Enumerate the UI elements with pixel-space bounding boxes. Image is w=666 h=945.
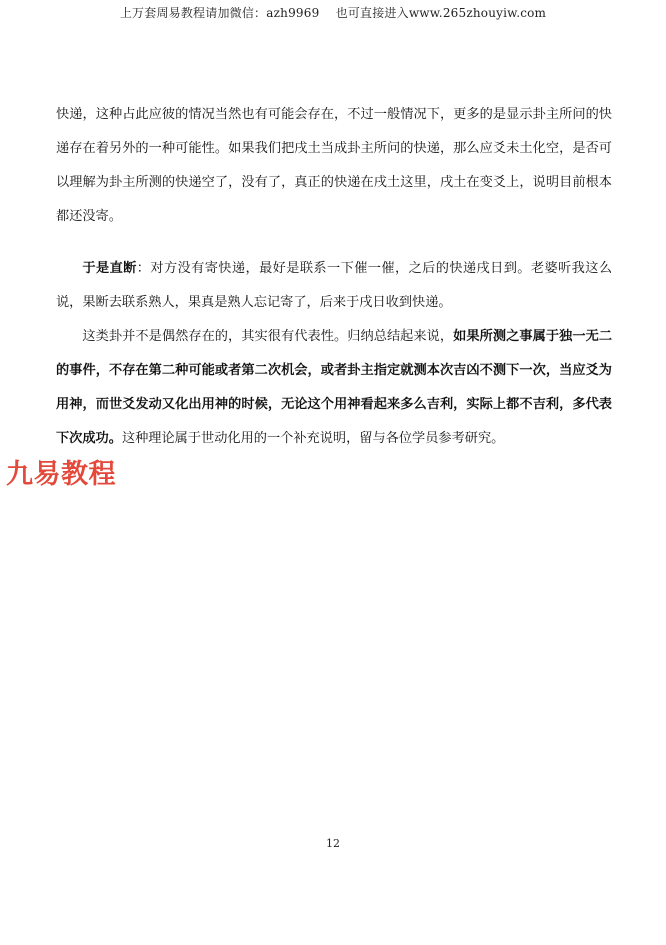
- body-section-1: [56, 98, 612, 234]
- paragraph-3: [56, 320, 612, 456]
- page-number: 12: [326, 837, 340, 850]
- paragraph-2-label: 于是直断: [82, 261, 137, 276]
- paragraph-2: [56, 252, 612, 320]
- paragraph-3-tail: 这种理论属于世动化用的一个补充说明，留与各位学员参考研究。: [121, 431, 505, 446]
- page-header-promo: 上万套周易教程请加微信：azh9969 也可直接进入www.265zhouyiw.com: [119, 6, 547, 20]
- body-section-2: [56, 252, 612, 456]
- paragraph-3-plain: 这类卦并不是偶然存在的，其实很有代表性。归纳总结起来说，: [82, 329, 454, 344]
- watermark-logo: 九易教程: [6, 459, 116, 490]
- paragraph-1: 快递，这种占此应彼的情况当然也有可能会存在，不过一般情况下，更多的是显示卦主所问的快递存在着另外的一种可能性。如果我们把戌土当成卦主所问的快递，那么应爻未土化空，是否可以理解为卦主所测的快递空了，没有了，真正的快递在戌土这里，戌土在变爻上，说明目前根本都还没寄。: [56, 107, 612, 224]
- paragraph-3-bold: 如果所测之事属于独一无二的事件，不存在第二种可能或者第二次机会，或者卦主指定就测本次吉凶不测下一次，当应爻为用神，而世爻发动又化出用神的时候，无论这个用神看起来多么吉利，实际上都不吉利，多代表下次成功。: [56, 329, 613, 446]
- paragraph-2-text: ：对方没有寄快递，最好是联系一下催一催，之后的快递戌日到。老婆听我这么说，果断去联系熟人，果真是熟人忘记寄了，后来于戌日收到快递。: [56, 261, 613, 310]
